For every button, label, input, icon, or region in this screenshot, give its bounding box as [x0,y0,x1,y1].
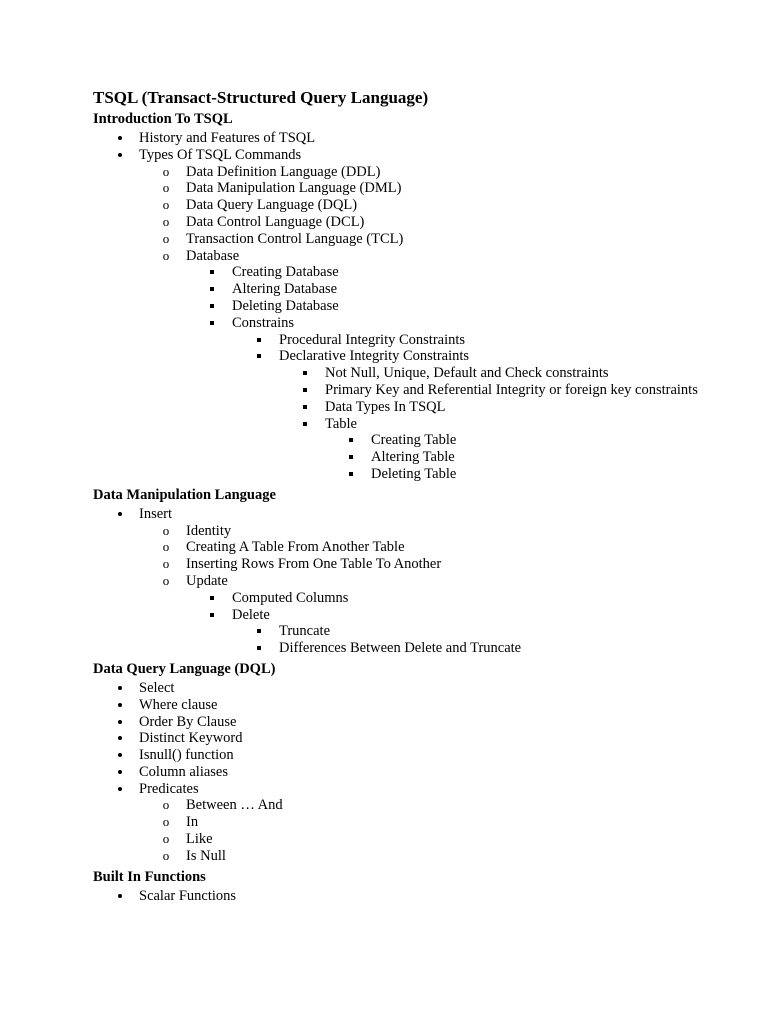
list-item-text: Creating A Table From Another Table [186,539,405,556]
list-item [93,831,713,848]
list-item-text: Not Null, Unique, Default and Check constraints [325,365,609,382]
list-item-text: Data Types In TSQL [325,398,446,415]
list-item-text: Types Of TSQL Commands [139,146,302,163]
list-item [93,781,713,798]
outline-section [93,110,713,483]
list-item [93,573,713,590]
list-item-text: Table [325,415,357,432]
list-item [93,164,713,181]
list-item [93,130,713,147]
list-item [93,506,713,523]
list-item-text: Scalar Functions [139,887,237,904]
list-item [93,607,713,624]
list-item-text: History and Features of TSQL [139,130,316,146]
bullet-circle-icon: o [162,814,170,830]
list-item-text: Primary Key and Referential Integrity or foreign key constraints [325,381,698,398]
outline-list [93,680,713,865]
list-item-text: Distinct Keyword [139,730,243,747]
list-item [93,814,713,831]
section-heading: Introduction To TSQL [93,111,233,127]
list-item-text: Inserting Rows From One Table To Another [186,556,442,573]
list-item [93,848,713,865]
list-item [93,449,713,466]
list-item-text: Altering Database [232,281,338,298]
list-item-text: Declarative Integrity Constraints [279,348,470,365]
section-heading: Data Query Language (DQL) [93,660,276,677]
list-item-text: Data Manipulation Language (DML) [186,180,402,197]
list-item [93,764,713,781]
bullet-circle-icon: o [162,163,170,179]
list-item-text: Creating Table [371,432,457,449]
list-item [93,231,713,248]
document-body [93,110,713,904]
outline-list [93,506,713,657]
list-item-text: Is Null [186,847,226,864]
bullet-circle-icon: o [162,556,170,572]
list-item [93,466,713,483]
list-item [93,416,713,433]
list-item-text: Identity [186,522,232,539]
document-title: TSQL (Transact-Structured Query Language) [93,88,429,107]
list-item [93,180,713,197]
list-item-text: Deleting Database [232,297,339,314]
list-item-text: Update [186,572,228,589]
list-item-text: Data Control Language (DCL) [186,213,365,230]
list-item [93,640,713,657]
bullet-circle-icon: o [162,213,170,229]
list-item [93,697,713,714]
section-heading: Data Manipulation Language [93,486,276,503]
list-item-text: Constrains [232,314,295,331]
bullet-circle-icon: o [162,847,170,863]
list-item-text: Differences Between Delete and Truncate [279,640,522,657]
list-item [93,214,713,231]
list-item-text: Computed Columns [232,589,349,606]
list-item [93,264,713,281]
list-item [93,197,713,214]
list-item-text: Altering Table [371,449,455,466]
bullet-circle-icon: o [162,797,170,813]
list-item-text: Transaction Control Language (TCL) [186,230,404,247]
bullet-circle-icon: o [162,522,170,538]
list-item [93,797,713,814]
list-item [93,888,713,905]
bullet-circle-icon: o [162,539,170,555]
list-item-text: Between … And [186,797,283,814]
list-item-text: Select [139,679,175,696]
list-item-text: Creating Database [232,264,339,281]
list-item [93,730,713,747]
list-item [93,714,713,731]
list-item-text: Deleting Table [371,465,457,482]
document-page [93,86,713,904]
outline-section [93,868,713,905]
list-item-text: Data Query Language (DQL) [186,197,358,214]
bullet-circle-icon: o [162,180,170,196]
list-item [93,147,713,164]
list-item-text: Procedural Integrity Constraints [279,331,466,348]
bullet-circle-icon: o [162,572,170,588]
list-item [93,523,713,540]
list-item [93,747,713,764]
list-item-text: Insert [139,505,173,522]
list-item-text: Where clause [139,696,218,713]
outline-section [93,660,713,865]
outline-list [93,888,713,905]
list-item [93,556,713,573]
outline-list [93,130,713,483]
bullet-circle-icon: o [162,197,170,213]
section-heading: Built In Functions [93,868,206,885]
bullet-circle-icon: o [162,230,170,246]
list-item [93,298,713,315]
list-item-text: In [186,814,199,831]
list-item-text: Like [186,831,213,848]
list-item [93,332,713,349]
list-item [93,315,713,332]
list-item [93,623,713,640]
list-item [93,539,713,556]
list-item-text: Isnull() function [139,747,234,764]
bullet-circle-icon: o [162,831,170,847]
list-item [93,365,713,382]
list-item-text: Column aliases [139,763,229,780]
list-item [93,432,713,449]
list-item-text: Database [186,247,240,264]
list-item [93,348,713,365]
list-item [93,680,713,697]
outline-section [93,486,713,657]
list-item [93,382,713,399]
list-item [93,590,713,607]
list-item [93,399,713,416]
list-item-text: Order By Clause [139,713,237,730]
list-item [93,281,713,298]
list-item [93,248,713,265]
bullet-circle-icon: o [162,247,170,263]
list-item-text: Delete [232,606,270,623]
list-item-text: Truncate [279,623,331,640]
list-item-text: Data Definition Language (DDL) [186,163,381,180]
list-item-text: Predicates [139,780,199,797]
